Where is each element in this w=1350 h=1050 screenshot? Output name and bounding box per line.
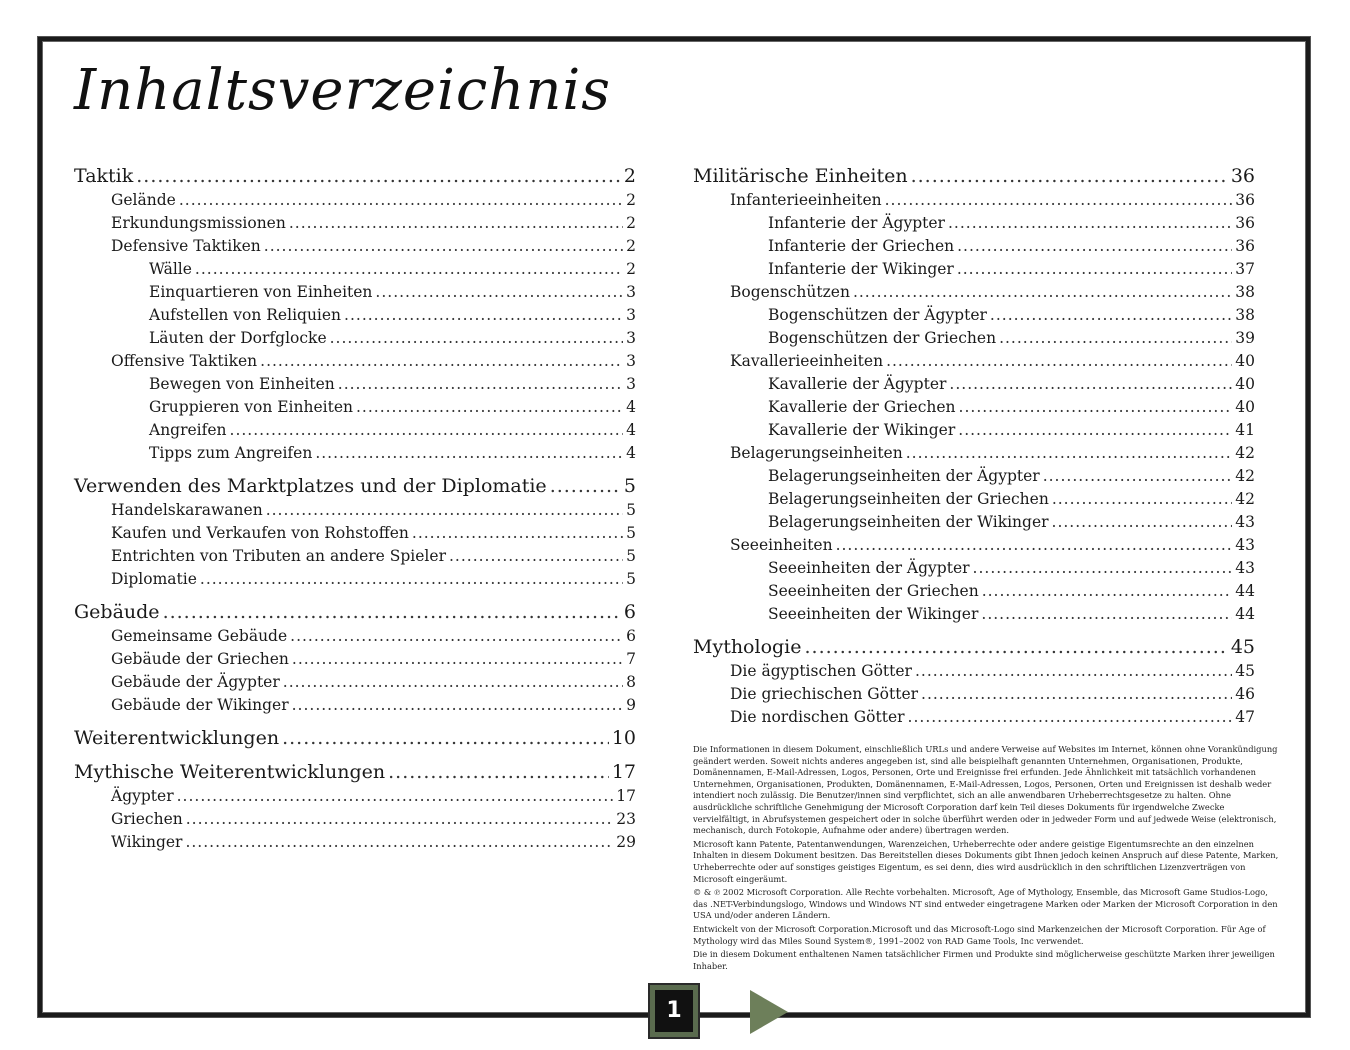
- toc-entry-title: Seeeinheiten der Ägypter: [768, 559, 970, 577]
- toc-entry-page: 42: [1235, 490, 1255, 508]
- toc-entry-title: Wikinger: [111, 833, 183, 851]
- toc-leader-dots: [375, 281, 623, 304]
- toc-leader-dots: [911, 164, 1228, 189]
- toc-entry-title: Belagerungseinheiten der Ägypter: [768, 467, 1040, 485]
- toc-entry-title: Taktik: [74, 165, 134, 187]
- toc-leader-dots: [981, 603, 1232, 626]
- toc-entry-title: Seeeinheiten: [730, 536, 833, 554]
- toc-leader-dots: [990, 304, 1232, 327]
- toc-entry-page: 40: [1235, 375, 1255, 393]
- toc-entry-page: 4: [626, 421, 636, 439]
- toc-entry-page: 2: [623, 165, 636, 187]
- toc-leader-dots: [908, 706, 1233, 729]
- toc-entry-title: Kavallerieeinheiten: [730, 352, 884, 370]
- toc-subsection[interactable]: [693, 534, 1255, 557]
- toc-entry-page: 23: [616, 810, 636, 828]
- toc-subsubsection[interactable]: [693, 258, 1255, 281]
- toc-entry-title: Läuten der Dorfglocke: [149, 329, 327, 347]
- toc-subsection[interactable]: [693, 660, 1255, 683]
- toc-subsection[interactable]: [74, 522, 636, 545]
- toc-entry-page: 38: [1235, 306, 1255, 324]
- toc-leader-dots: [230, 419, 624, 442]
- toc-entry-page: 9: [626, 696, 636, 714]
- toc-subsubsection[interactable]: [693, 465, 1255, 488]
- toc-entry-page: 36: [1235, 191, 1255, 209]
- toc-entry-page: 17: [616, 787, 636, 805]
- toc-subsubsection[interactable]: [693, 580, 1255, 603]
- page-title: Inhaltsverzeichnis: [74, 58, 612, 123]
- toc-leader-dots: [949, 373, 1232, 396]
- toc-entry-title: Verwenden des Marktplatzes und der Diplomatie: [74, 475, 547, 497]
- toc-entry-page: 3: [626, 329, 636, 347]
- toc-subsubsection[interactable]: [693, 511, 1255, 534]
- toc-entry-title: Gebäude der Ägypter: [111, 673, 280, 691]
- toc-subsection[interactable]: [74, 189, 636, 212]
- toc-subsubsection[interactable]: [693, 396, 1255, 419]
- legal-paragraph: Die in diesem Dokument enthaltenen Namen tatsächlicher Firmen und Produkte sind möglicherweise geschützte Marken ihrer jeweiligen Inhaber.: [693, 949, 1275, 971]
- toc-subsection[interactable]: [693, 442, 1255, 465]
- toc-entry-title: Die griechischen Götter: [730, 685, 919, 703]
- toc-leader-dots: [292, 648, 623, 671]
- toc-entry-title: Ägypter: [111, 787, 174, 805]
- toc-entry-page: 46: [1235, 685, 1255, 703]
- toc-leader-dots: [982, 580, 1233, 603]
- toc-entry-page: 7: [626, 650, 636, 668]
- toc-leader-dots: [289, 212, 623, 235]
- toc-entry-page: 3: [626, 375, 636, 393]
- toc-leader-dots: [915, 660, 1232, 683]
- toc-leader-dots: [136, 164, 621, 189]
- toc-subsection[interactable]: [74, 671, 636, 694]
- toc-subsubsection[interactable]: [693, 304, 1255, 327]
- toc-leader-dots: [163, 600, 621, 625]
- toc-entry-page: 40: [1235, 398, 1255, 416]
- toc-leader-dots: [836, 534, 1233, 557]
- toc-leader-dots: [292, 694, 624, 717]
- toc-subsection[interactable]: [74, 625, 636, 648]
- toc-subsubsection[interactable]: [693, 557, 1255, 580]
- toc-entry-page: 36: [1230, 165, 1255, 187]
- toc-leader-dots: [449, 545, 623, 568]
- toc-entry-page: 4: [626, 444, 636, 462]
- toc-subsubsection[interactable]: [74, 258, 636, 281]
- toc-entry-title: Einquartieren von Einheiten: [149, 283, 373, 301]
- toc-leader-dots: [959, 396, 1233, 419]
- toc-subsection[interactable]: [74, 568, 636, 591]
- toc-leader-dots: [282, 726, 609, 751]
- toc-entry-page: 5: [626, 501, 636, 519]
- toc-subsection[interactable]: [74, 350, 636, 373]
- legal-paragraph: Microsoft kann Patente, Patentanwendungen, Warenzeichen, Urheberrechte oder andere geistige Eigentumsrechte an den einzelnen Inhalten in diesem Dokument besitzen. Das Bereitstellen dieses Dokuments gibt Ihnen jedoch keinen Anspruch auf diese Patente, Marken, Urheberrechte oder auf sonstiges geistiges Eigentum, es sei denn, dies wird ausdrücklich in den schriftlichen Lizenzverträgen von Microsoft eingeräumt.: [693, 838, 1279, 884]
- toc-leader-dots: [948, 212, 1232, 235]
- toc-entry-title: Angreifen: [149, 421, 227, 439]
- toc-entry-title: Handelskarawanen: [111, 501, 263, 519]
- toc-entry-title: Infanterieeinheiten: [730, 191, 882, 209]
- toc-leader-dots: [550, 474, 621, 499]
- legal-paragraph: Die Informationen in diesem Dokument, einschließlich URLs und andere Verweise auf Websites im Internet, können ohne Vorankündigung geändert werden. Soweit nichts anderes angegeben ist, sind alle beispielhaft genannten Unternehmen, Organisationen, Produkte, Domänennamen, E-Mail-Adressen, Logos, Personen, Orte und Ereignisse frei erfunden. Jede Ähnlichkeit mit tatsächlich vorhandenen Unternehmen, Organisationen, Produkten, Domänennamen, E-Mail-Adressen, Logos, Personen, Orten und Ereignissen ist deshalb weder intendiert noch zulässig. Die Benutzer/innen sind verpflichtet, sich an alle anwendbaren Urheberrechtsgesetze zu halten. Ohne ausdrückliche schriftliche Genehmigung der Microsoft Corporation darf kein Teil dieses Dokuments für irgendwelche Zwecke vervielfältigt, in Abrufsystemen gespeichert oder in solche überführt werden oder in jedweder Form und auf jedwede Weise (elektronisch, mechanisch, durch Fotokopie, Aufnahme oder andere) übertragen werden.: [693, 744, 1278, 836]
- toc-leader-dots: [957, 258, 1232, 281]
- toc-entry-title: Weiterentwicklungen: [74, 727, 280, 749]
- toc-entry-page: 6: [626, 627, 636, 645]
- toc-entry-page: 47: [1235, 708, 1255, 726]
- toc-leader-dots: [412, 522, 623, 545]
- toc-entry-page: 8: [626, 673, 636, 691]
- toc-entry-page: 43: [1235, 536, 1255, 554]
- legal-notice: [693, 744, 1281, 974]
- toc-entry-title: Offensive Taktiken: [111, 352, 258, 370]
- toc-entry-page: 10: [611, 727, 636, 749]
- toc-entry-title: Gelände: [111, 191, 176, 209]
- toc-entry-page: 3: [626, 306, 636, 324]
- toc-entry-page: 29: [616, 833, 636, 851]
- toc-subsubsection[interactable]: [693, 212, 1255, 235]
- toc-entry-page: 42: [1235, 467, 1255, 485]
- toc-subsubsection[interactable]: [693, 373, 1255, 396]
- toc-subsubsection[interactable]: [74, 396, 636, 419]
- toc-entry-title: Kavallerie der Ägypter: [768, 375, 947, 393]
- toc-entry-title: Belagerungseinheiten der Griechen: [768, 490, 1049, 508]
- toc-entry-title: Gebäude der Griechen: [111, 650, 289, 668]
- toc-subsection[interactable]: [74, 212, 636, 235]
- toc-left-column: [74, 164, 636, 854]
- toc-entry-title: Militärische Einheiten: [693, 165, 908, 187]
- toc-leader-dots: [999, 327, 1232, 350]
- toc-entry-title: Wälle: [149, 260, 192, 278]
- toc-leader-dots: [344, 304, 623, 327]
- toc-leader-dots: [195, 258, 623, 281]
- toc-leader-dots: [266, 499, 623, 522]
- toc-entry-title: Bewegen von Einheiten: [149, 375, 335, 393]
- toc-subsubsection[interactable]: [74, 281, 636, 304]
- toc-section[interactable]: [74, 474, 636, 499]
- toc-entry-title: Infanterie der Wikinger: [768, 260, 954, 278]
- toc-subsection[interactable]: [74, 831, 636, 854]
- toc-entry-page: 40: [1235, 352, 1255, 370]
- toc-entry-page: 5: [626, 547, 636, 565]
- toc-subsection[interactable]: [74, 694, 636, 717]
- toc-entry-page: 39: [1235, 329, 1255, 347]
- toc-subsubsection[interactable]: [693, 488, 1255, 511]
- toc-entry-title: Defensive Taktiken: [111, 237, 261, 255]
- toc-entry-page: 5: [623, 475, 636, 497]
- toc-subsubsection[interactable]: [74, 304, 636, 327]
- toc-entry-title: Gemeinsame Gebäude: [111, 627, 288, 645]
- toc-entry-title: Erkundungsmissionen: [111, 214, 286, 232]
- toc-leader-dots: [1043, 465, 1233, 488]
- toc-entry-page: 41: [1235, 421, 1255, 439]
- toc-entry-page: 2: [626, 191, 636, 209]
- toc-leader-dots: [315, 442, 623, 465]
- toc-leader-dots: [886, 350, 1232, 373]
- toc-leader-dots: [973, 557, 1233, 580]
- toc-subsection[interactable]: [74, 499, 636, 522]
- toc-subsection[interactable]: [74, 545, 636, 568]
- toc-leader-dots: [264, 235, 623, 258]
- toc-entry-title: Belagerungseinheiten: [730, 444, 903, 462]
- toc-entry-title: Bogenschützen: [730, 283, 850, 301]
- toc-entry-page: 44: [1235, 582, 1255, 600]
- toc-subsection[interactable]: [693, 706, 1255, 729]
- toc-subsubsection[interactable]: [74, 442, 636, 465]
- toc-leader-dots: [290, 625, 623, 648]
- toc-entry-title: Griechen: [111, 810, 183, 828]
- toc-entry-page: 42: [1235, 444, 1255, 462]
- toc-entry-title: Gebäude: [74, 601, 160, 623]
- toc-entry-title: Infanterie der Ägypter: [768, 214, 945, 232]
- toc-subsubsection[interactable]: [74, 373, 636, 396]
- toc-entry-title: Aufstellen von Reliquien: [149, 306, 342, 324]
- toc-entry-page: 6: [623, 601, 636, 623]
- toc-entry-title: Gebäude der Wikinger: [111, 696, 289, 714]
- toc-entry-page: 3: [626, 283, 636, 301]
- toc-subsubsection[interactable]: [74, 419, 636, 442]
- toc-subsection[interactable]: [74, 235, 636, 258]
- toc-leader-dots: [1052, 511, 1233, 534]
- legal-paragraph: Entwickelt von der Microsoft Corporation.Microsoft und das Microsoft-Logo sind Markenzeichen der Microsoft Corporation. Für Age of Mythology wird das Miles Sound System®, 1991–2002 von RAD Game Tools, Inc verwendet.: [693, 923, 1266, 946]
- toc-subsubsection[interactable]: [74, 327, 636, 350]
- toc-entry-page: 36: [1235, 214, 1255, 232]
- toc-section[interactable]: [693, 164, 1255, 189]
- toc-leader-dots: [338, 373, 623, 396]
- toc-entry-page: 17: [611, 761, 636, 783]
- toc-entry-page: 43: [1235, 513, 1255, 531]
- toc-subsection[interactable]: [693, 350, 1255, 373]
- toc-entry-page: 5: [626, 524, 636, 542]
- toc-entry-title: Kaufen und Verkaufen von Rohstoffen: [111, 524, 409, 542]
- toc-leader-dots: [177, 785, 614, 808]
- toc-entry-title: Bogenschützen der Griechen: [768, 329, 997, 347]
- toc-section[interactable]: [693, 635, 1255, 660]
- legal-paragraph: © & ℗ 2002 Microsoft Corporation. Alle Rechte vorbehalten. Microsoft, Age of Mythology, Ensemble, das Microsoft Game Studios-Logo, das .NET-Verbindungslogo, Windows und Windows NT sind entweder eingetragene Marken oder Marken der Microsoft Corporation in den USA und/oder anderen Ländern.: [693, 887, 1278, 921]
- toc-right-column: [693, 164, 1255, 729]
- toc-section[interactable]: [74, 726, 636, 751]
- toc-entry-title: Bogenschützen der Ägypter: [768, 306, 987, 324]
- toc-leader-dots: [885, 189, 1233, 212]
- toc-entry-title: Mythologie: [693, 636, 802, 658]
- toc-entry-page: 43: [1235, 559, 1255, 577]
- toc-leader-dots: [330, 327, 624, 350]
- toc-entry-page: 38: [1235, 283, 1255, 301]
- toc-leader-dots: [179, 189, 623, 212]
- toc-entry-page: 2: [626, 237, 636, 255]
- toc-subsubsection[interactable]: [693, 419, 1255, 442]
- toc-leader-dots: [957, 235, 1232, 258]
- toc-subsection[interactable]: [693, 281, 1255, 304]
- toc-entry-title: Mythische Weiterentwicklungen: [74, 761, 386, 783]
- toc-leader-dots: [200, 568, 623, 591]
- toc-section[interactable]: [74, 600, 636, 625]
- toc-leader-dots: [185, 831, 613, 854]
- toc-leader-dots: [388, 760, 609, 785]
- toc-subsection[interactable]: [693, 683, 1255, 706]
- next-page-arrow-icon[interactable]: [750, 990, 788, 1034]
- toc-entry-page: 45: [1230, 636, 1255, 658]
- toc-entry-title: Kavallerie der Wikinger: [768, 421, 956, 439]
- toc-entry-page: 44: [1235, 605, 1255, 623]
- toc-entry-title: Belagerungseinheiten der Wikinger: [768, 513, 1049, 531]
- toc-leader-dots: [805, 635, 1228, 660]
- toc-section[interactable]: [74, 760, 636, 785]
- toc-subsection[interactable]: [74, 648, 636, 671]
- toc-leader-dots: [260, 350, 623, 373]
- toc-leader-dots: [1052, 488, 1232, 511]
- toc-entry-title: Die ägyptischen Götter: [730, 662, 912, 680]
- toc-leader-dots: [186, 808, 614, 831]
- toc-entry-page: 37: [1235, 260, 1255, 278]
- toc-section[interactable]: [74, 164, 636, 189]
- toc-entry-title: Entrichten von Tributen an andere Spieler: [111, 547, 446, 565]
- toc-entry-page: 2: [626, 260, 636, 278]
- toc-entry-title: Seeeinheiten der Griechen: [768, 582, 979, 600]
- toc-entry-page: 4: [626, 398, 636, 416]
- toc-leader-dots: [906, 442, 1233, 465]
- toc-entry-title: Kavallerie der Griechen: [768, 398, 956, 416]
- toc-entry-title: Tipps zum Angreifen: [149, 444, 313, 462]
- toc-leader-dots: [356, 396, 623, 419]
- toc-entry-page: 36: [1235, 237, 1255, 255]
- toc-subsubsection[interactable]: [693, 603, 1255, 626]
- toc-entry-title: Die nordischen Götter: [730, 708, 905, 726]
- toc-subsection[interactable]: [693, 189, 1255, 212]
- toc-subsection[interactable]: [74, 808, 636, 831]
- toc-leader-dots: [853, 281, 1232, 304]
- toc-leader-dots: [921, 683, 1232, 706]
- toc-entry-title: Diplomatie: [111, 570, 197, 588]
- toc-entry-page: 2: [626, 214, 636, 232]
- page-number: 1: [655, 990, 693, 1032]
- page-number-box: [648, 983, 700, 1039]
- toc-entry-page: 45: [1235, 662, 1255, 680]
- toc-subsection[interactable]: [74, 785, 636, 808]
- toc-entry-title: Seeeinheiten der Wikinger: [768, 605, 979, 623]
- toc-leader-dots: [958, 419, 1232, 442]
- toc-subsubsection[interactable]: [693, 235, 1255, 258]
- toc-subsubsection[interactable]: [693, 327, 1255, 350]
- toc-entry-title: Gruppieren von Einheiten: [149, 398, 353, 416]
- toc-leader-dots: [283, 671, 623, 694]
- toc-entry-page: 3: [626, 352, 636, 370]
- toc-entry-page: 5: [626, 570, 636, 588]
- toc-entry-title: Infanterie der Griechen: [768, 237, 955, 255]
